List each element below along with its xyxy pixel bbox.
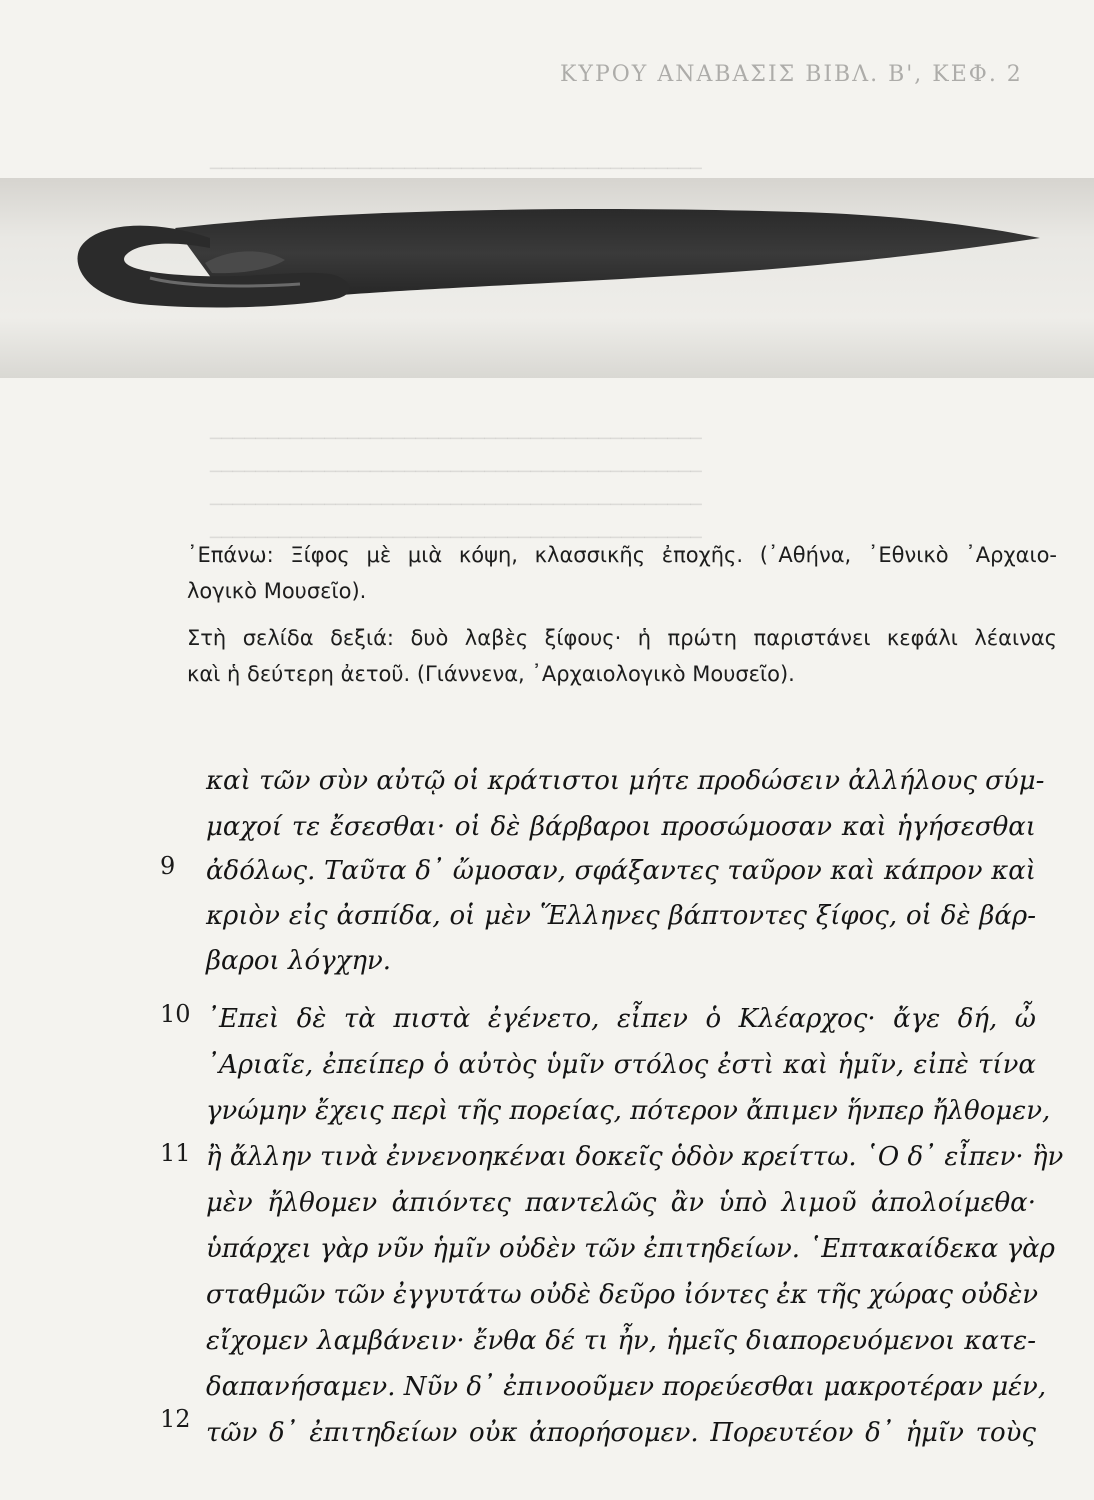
caption-above [187, 537, 1057, 609]
text-line: βαροι λόγχην. [206, 946, 392, 976]
caption-above-line2: λογικὸ Μουσεῖο). [187, 579, 367, 603]
text-line: εἴχομεν λαμβάνειν· ἔνθα δέ τι ἦν, ἡμεῖς διαπορευόμενοι κατε- [206, 1326, 1036, 1356]
line-number-9: 9 [160, 852, 176, 880]
text-line: ᾿Επεὶ δὲ τὰ πιστὰ ἐγένετο, εἶπεν ὁ Κλέαρχος· ἄγε δή, ὦ [206, 1004, 1036, 1034]
sword-illustration [0, 178, 1094, 378]
text-line: σταθμῶν τῶν ἐγγυτάτω οὐδὲ δεῦρο ἰόντες ἐκ τῆς χώρας οὐδὲν [206, 1280, 1039, 1310]
line-number-12: 12 [160, 1405, 191, 1433]
text-line: τῶν δ᾽ ἐπιτηδείων οὐκ ἀπορήσομεν. Πορευτέον δ᾽ ἡμῖν τοὺς [206, 1418, 1036, 1448]
sword-photo [0, 178, 1094, 378]
text-line: ᾿Αριαῖε, ἐπείπερ ὁ αὐτὸς ὑμῖν στόλος ἐστὶ καὶ ἡμῖν, εἰπὲ τίνα [206, 1050, 1036, 1080]
text-line: ὑπάρχει γὰρ νῦν ἡμῖν οὐδὲν τῶν ἐπιτηδείων. ῾Επτακαίδεκα γὰρ [206, 1234, 1055, 1264]
text-line: μαχοί τε ἔσεσθαι· οἱ δὲ βάρβαροι προσώμοσαν καὶ ἡγήσεσθαι [206, 812, 1036, 842]
line-number-11: 11 [160, 1139, 191, 1167]
text-line: καὶ τῶν σὺν αὐτῷ οἱ κράτιστοι μήτε προδώσειν ἀλλήλους σύμ- [206, 766, 1045, 796]
line-number-10: 10 [160, 1000, 191, 1028]
bleed-through-texture: ─────────────────────────────────────────── ─────────────────────────────────────────── ─────────────────────────────────────────── ─────────────────────────────────────────── [210, 428, 702, 549]
bleed-through-texture: ─────────────────────────────────────────── [210, 158, 702, 180]
caption-right-page [187, 620, 1057, 692]
text-line: κριὸν εἰς ἀσπίδα, οἱ μὲν Ἕλληνες βάπτοντες ξίφος, οἱ δὲ βάρ- [206, 901, 1036, 931]
text-line: ἢ ἄλλην τινὰ ἐννενοηκέναι δοκεῖς ὁδὸν κρείττω. ῾Ο δ᾽ εἶπεν· ἣν [206, 1142, 1064, 1172]
caption-right-line2: καὶ ἡ δεύτερη ἀετοῦ. (Γιάννενα, ᾿Αρχαιολογικὸ Μουσεῖο). [187, 662, 795, 686]
running-header: ΚΥΡΟΥ ΑΝΑΒΑΣΙΣ ΒΙΒΛ. Β', ΚΕΦ. 2 [560, 62, 1023, 87]
caption-above-line1: ᾿Επάνω: Ξίφος μὲ μιὰ κόψη, κλασσικῆς ἐποχῆς. (᾿Αθήνα, ᾿Εθνικὸ ᾿Αρχαιο- [187, 543, 1057, 567]
text-line: ἀδόλως. Ταῦτα δ᾽ ὤμοσαν, σφάξαντες ταῦρον καὶ κάπρον καὶ [206, 856, 1036, 886]
text-line: μὲν ἤλθομεν ἀπιόντες παντελῶς ἂν ὑπὸ λιμοῦ ἀπολοίμεθα· [206, 1188, 1036, 1218]
caption-right-line1: Στὴ σελίδα δεξιά: δυὸ λαβὲς ξίφους· ἡ πρώτη παριστάνει κεφάλι λέαινας [187, 626, 1057, 650]
text-line: δαπανήσαμεν. Νῦν δ᾽ ἐπινοοῦμεν πορεύεσθαι μακροτέραν μέν, [206, 1372, 1047, 1402]
text-line: γνώμην ἔχεις περὶ τῆς πορείας, πότερον ἄπιμεν ἥνπερ ἤλθομεν, [206, 1096, 1051, 1126]
